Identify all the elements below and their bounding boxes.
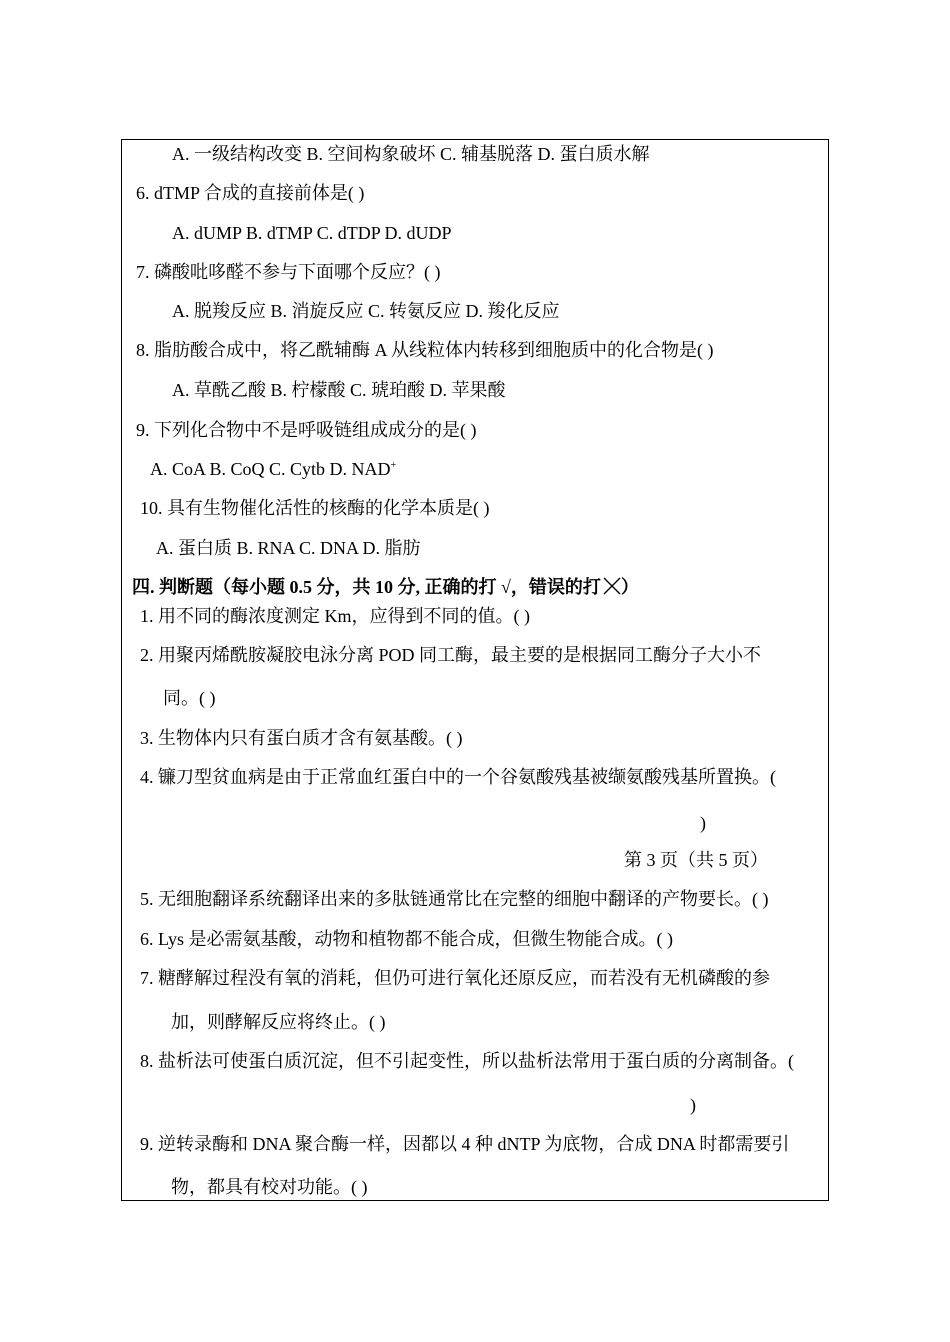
tf-item-7-line-1: 7. 糖酵解过程没有氧的消耗，但仍可进行氧化还原反应，而若没有无机磷酸的参: [140, 968, 770, 988]
tf-item-1: 1. 用不同的酶浓度测定 Km，应得到不同的值。( ): [140, 606, 530, 626]
q8-stem: 8. 脂肪酸合成中，将乙酰辅酶 A 从线粒体内转移到细胞质中的化合物是( ): [136, 340, 714, 360]
q9-options-superscript: +: [390, 460, 397, 471]
section-4-heading: 四. 判断题（每小题 0.5 分，共 10 分, 正确的打 √，错误的打 ）: [132, 577, 639, 597]
section-4-heading-text: 四. 判断题（每小题 0.5 分，共 10 分, 正确的打 √，错误的打: [132, 577, 601, 597]
tf-item-4-line-2: ): [700, 813, 706, 833]
tf-item-5: 5. 无细胞翻译系统翻译出来的多肽链通常比在完整的细胞中翻译的产物要长。( ): [140, 889, 769, 909]
q6-options: A. dUMP B. dTMP C. dTDP D. dUDP: [172, 223, 452, 243]
tf-item-9-line-2: 物，都具有校对功能。( ): [171, 1177, 368, 1197]
q10-stem: 10. 具有生物催化活性的核酶的化学本质是( ): [140, 498, 490, 518]
tf-item-9-line-1: 9. 逆转录酶和 DNA 聚合酶一样，因都以 4 种 dNTP 为底物，合成 DNA 时都需要引: [140, 1134, 790, 1154]
q9-stem: 9. 下列化合物中不是呼吸链组成成分的是( ): [136, 420, 477, 440]
q9-options-text: A. CoA B. CoQ C. Cytb D. NAD: [150, 459, 391, 479]
tf-item-2-line-1: 2. 用聚丙烯酰胺凝胶电泳分离 POD 同工酶，最主要的是根据同工酶分子大小不: [140, 645, 762, 665]
cross-mark-icon: [603, 577, 621, 595]
tf-item-4-line-1: 4. 镰刀型贫血病是由于正常血红蛋白中的一个谷氨酸残基被缬氨酸残基所置换。(: [140, 767, 776, 787]
tf-item-7-line-2: 加，则酵解反应将终止。( ): [171, 1012, 386, 1032]
tf-item-8-line-1: 8. 盐析法可使蛋白质沉淀，但不引起变性，所以盐析法常用于蛋白质的分离制备。(: [140, 1051, 794, 1071]
tf-item-6: 6. Lys 是必需氨基酸，动物和植物都不能合成，但微生物能合成。( ): [140, 929, 673, 949]
q9-options: [150, 457, 396, 481]
q5-options: A. 一级结构改变 B. 空间构象破坏 C. 辅基脱落 D. 蛋白质水解: [172, 144, 650, 164]
q10-options: A. 蛋白质 B. RNA C. DNA D. 脂肪: [156, 538, 421, 558]
q7-options: A. 脱羧反应 B. 消旋反应 C. 转氨反应 D. 羧化反应: [172, 301, 560, 321]
q6-stem: 6. dTMP 合成的直接前体是( ): [136, 183, 365, 203]
tf-item-8-line-2: ): [690, 1095, 696, 1115]
tf-item-3: 3. 生物体内只有蛋白质才含有氨基酸。( ): [140, 728, 463, 748]
page-number: 第 3 页（共 5 页）: [624, 850, 768, 870]
q7-stem: 7. 磷酸吡哆醛不参与下面哪个反应？( ): [136, 262, 441, 282]
tf-item-2-line-2: 同。( ): [163, 688, 216, 708]
q8-options: A. 草酰乙酸 B. 柠檬酸 C. 琥珀酸 D. 苹果酸: [172, 380, 506, 400]
